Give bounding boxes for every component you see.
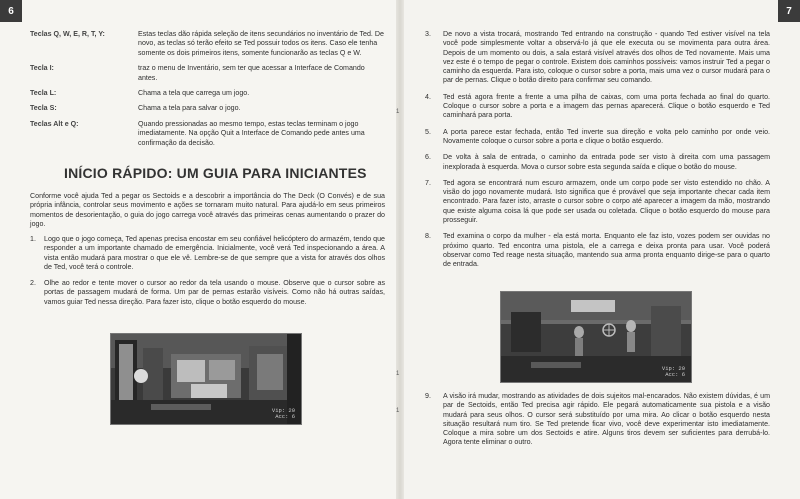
step-item <box>425 392 770 448</box>
game-hud <box>662 366 685 378</box>
step-number: 4. <box>425 92 431 101</box>
key-description: traz o menu de Inventário, sem ter que acessar a Interface de Comando antes. <box>138 64 365 82</box>
key-row <box>30 64 385 83</box>
hud-line: Acc: 6 <box>665 371 685 378</box>
page-number-right: 7 <box>778 0 800 22</box>
key-row <box>30 89 385 98</box>
step-item <box>425 153 770 172</box>
step-item <box>30 235 385 272</box>
step-number: 7. <box>425 178 431 187</box>
step-text: De novo a vista trocará, mostrando Ted entrando na construção - quando Ted estiver visível na tela você pode simplesmente voltar a observá-lo já que ele executa ou se movimenta para outra área. Depois de um momento ou dois, a sala estará visível através dos olhos de Ted novamente. Mais uma vez este é o tempo de pegar o controle. Existem dois caminhos possíveis: vamos instruir Ted a pegar o caminho da esquerda. Para isto, coloque o cursor sobre a porta, mais uma vez o cursor mudará para o par de pernas. Clique o botão direito para confirmar seu comando. <box>443 30 770 85</box>
step-number: 8. <box>425 232 431 241</box>
step-text: Olhe ao redor e tente mover o cursor ao redor da tela usando o mouse. Observe que o cursor sobre as portas de passagem mudará de forma. Um par de pernas estarão visíveis. Como não há outras saídas, vamos guiar Ted nessa direção. Para fazer isto, clique o botão esquerdo do mouse. <box>44 279 385 306</box>
step-item <box>425 93 770 121</box>
step-text: Logo que o jogo começa, Ted apenas precisa encostar em seu confiável helicóptero do armazém, tendo que responder a um importante chamado de emergência. Inicialmente, você verá Ted inspecionando a área. A vista então mudará para mostrar o que ele vê. Lembre-se de que sempre que a vista for através dos olhos de Ted, você terá o controle. <box>44 235 385 271</box>
gutter-mark: 1 <box>396 109 400 115</box>
game-screenshot-sectoids <box>500 291 692 383</box>
steps-left <box>30 235 385 314</box>
step-number: 5. <box>425 127 431 136</box>
key-description: Chama a tela para salvar o jogo. <box>138 104 241 113</box>
key-name: Tecla I: <box>30 64 54 73</box>
key-list <box>30 30 385 154</box>
step-item <box>425 232 770 269</box>
key-row <box>30 30 385 58</box>
step-text: Ted agora se encontrará num escuro armazem, onde um corpo pode ser visto estendido no chão. A visão do jogo novamente mudará. Isto significa que é provável que seja importante checar cada item encontrado. Para fazer isto, arraste o cursor sobre o corpo até aparecer a imagem da mão, mostrando que existe alguma coisa lá que pode ser usada ou coletada. Clique o botão esquerdo do mouse para prosseguir. <box>443 178 770 225</box>
book-gutter <box>396 0 404 499</box>
key-description: Estas teclas dão rápida seleção de itens secundários no inventário de Ted. De novo, as teclas só terão efeito se Ted possuir todos os itens. Caso ele tenha somente os dois primeiros itens, somente funcionarão as teclas Q e W. <box>138 30 384 57</box>
intro-paragraph: Conforme você ajuda Ted a pegar os Sectoids e a descobrir a importância do The Deck (O Convés) e de sua própria infância, controlar seus movimento e ações se tornaram muito natural. Para ajudá-lo em seus primeiros momentos de desorientação, o guia do jogo carrega você através das primeiras cenas aumentando o prazer do jogo. <box>30 192 385 228</box>
step-text: A visão irá mudar, mostrando as atividades de dois sujeitos mal-encarados. Não existem dúvidas, é um par de Sectoids, então Ted precisa agir rápido. Ele pegará automaticamente sua pistola e a visão mudará para seus olhos. O cursor será substituído por uma mira. Ao clicar o botão esquerdo nesta situação resultará num tiro. Se Ted pretende ficar vivo, você deve experimentar isto imediatamente. Coloque a mira sobre um dos Sectoids e atire. Alguns tiros devem ser suficientes para derrubá-lo. Agora tente eliminar o outro. <box>443 392 770 447</box>
step-text: De volta à sala de entrada, o caminho da entrada pode ser visto à direita com uma passagem inexplorada à esquerda. Mova o cursor sobre esta segunda saída e clique o botão do mouse. <box>443 153 770 171</box>
hud-line: Acc: 6 <box>275 413 295 420</box>
hud-line: Vip: 20 <box>271 407 295 414</box>
steps-right <box>425 30 770 277</box>
game-hud <box>272 408 295 420</box>
key-row <box>30 104 385 113</box>
step-number: 1. <box>30 235 36 243</box>
key-name: Tecla L: <box>30 89 57 98</box>
step-text: A porta parece estar fechada, então Ted inverte sua direção e volta pelo caminho por onde veio. Novamente coloque o cursor sobre a porta e clique o botão esquerdo. <box>443 127 770 145</box>
step-item <box>425 179 770 225</box>
key-row <box>30 120 385 148</box>
step-number: 3. <box>425 30 431 38</box>
key-name: Teclas Q, W, E, R, T, Y: <box>30 30 105 38</box>
key-name: Teclas Alt e Q: <box>30 119 79 128</box>
hud-line: Vip: 20 <box>661 365 685 372</box>
gutter-mark: 1 <box>396 408 400 414</box>
step-number: 2. <box>30 279 36 288</box>
step-item <box>30 279 385 307</box>
gutter-mark: 1 <box>396 371 400 377</box>
step-item <box>425 128 770 147</box>
key-description: Chama a tela que carrega um jogo. <box>138 89 250 98</box>
game-screenshot-warehouse <box>110 333 302 425</box>
step-number: 9. <box>425 392 431 400</box>
key-name: Tecla S: <box>30 104 57 113</box>
step-text: Ted examina o corpo da mulher - ela está morta. Enquanto ele faz isto, vozes podem ser ouvidas no próximo quarto. Ted encontra uma pistola, ele a carrega e deixa pronta para usar. Você poderá observar como Ted reage nesta situação, mantendo sua arma pronta enquanto dirige-se para o quarto de entrada. <box>443 232 770 269</box>
page-number-left: 6 <box>0 0 22 22</box>
section-heading: INÍCIO RÁPIDO: UM GUIA PARA INICIANTES <box>64 165 367 181</box>
step-text: Ted está agora frente a frente a uma pilha de caixas, com uma porta fechada ao final do quarto. Coloque o cursor sobre a porta e a imagem das pernas aparecerá. Clique o botão esquerdo e Ted caminhará para porta. <box>443 92 770 120</box>
step-item <box>425 30 770 86</box>
key-description: Quando pressionadas ao mesmo tempo, estas teclas terminam o jogo imediatamente. Na opção Quit a Interface de Comando pede antes uma confirmação da decisão. <box>138 119 365 147</box>
step-number: 6. <box>425 153 431 162</box>
